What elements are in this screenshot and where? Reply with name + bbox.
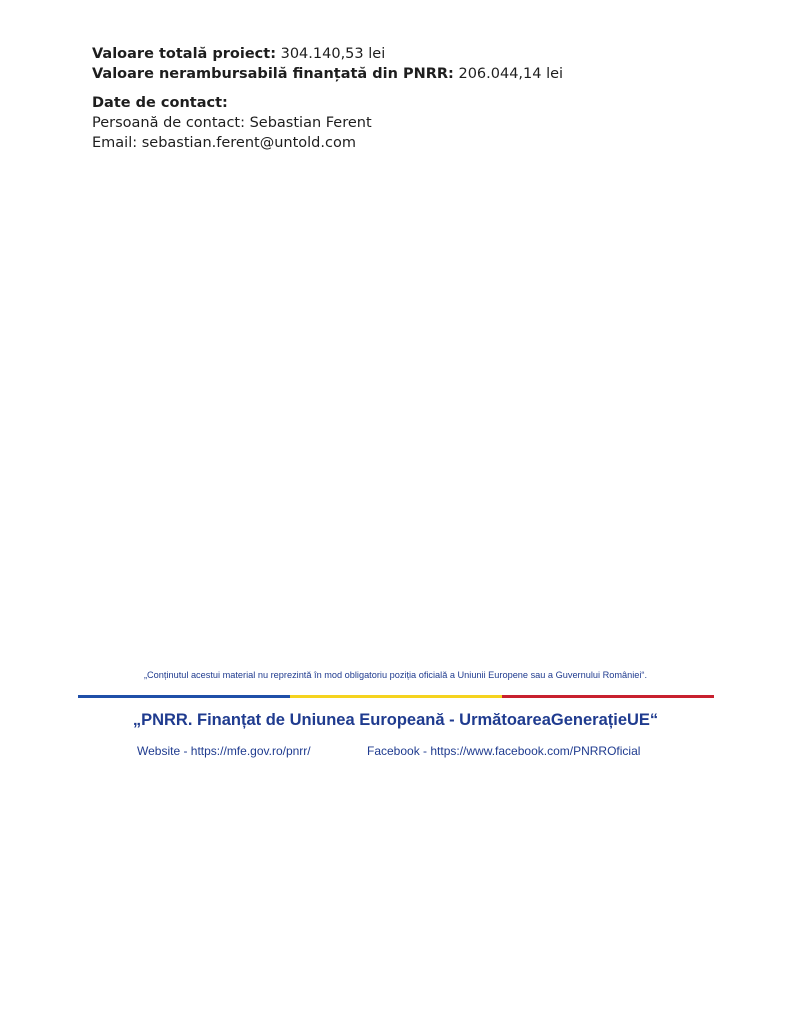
website-link[interactable]: Website - https://mfe.gov.ro/pnrr/ <box>137 744 311 758</box>
total-value-line <box>92 44 385 64</box>
disclaimer-text: „Conținutul acestui material nu reprezintă în mod obligatoriu poziția oficială a Uniunii Europene sau a Guvernului României“. <box>143 670 648 680</box>
total-value-amount: 304.140,53 lei <box>280 46 386 62</box>
contact-email: Email: sebastian.ferent@untold.com <box>92 135 356 151</box>
contact-person: Persoană de contact: Sebastian Ferent <box>92 115 372 131</box>
nonrefundable-value-label: Valoare nerambursabilă finanțată din PNRR: <box>92 66 454 82</box>
nonrefundable-value-amount: 206.044,14 lei <box>458 66 564 82</box>
total-value-label: Valoare totală proiect: <box>92 46 276 62</box>
divider-red-segment <box>502 695 714 698</box>
nonrefundable-value-line <box>92 64 563 84</box>
tricolor-divider <box>78 695 714 698</box>
pnrr-slogan: „PNRR. Finanțat de Uniunea Europeană - UrmătoareaGenerațieUE“ <box>132 711 659 729</box>
divider-blue-segment <box>78 695 290 698</box>
contact-heading: Date de contact: <box>92 95 228 111</box>
facebook-link[interactable]: Facebook - https://www.facebook.com/PNRROficial <box>367 744 641 758</box>
divider-yellow-segment <box>290 695 502 698</box>
